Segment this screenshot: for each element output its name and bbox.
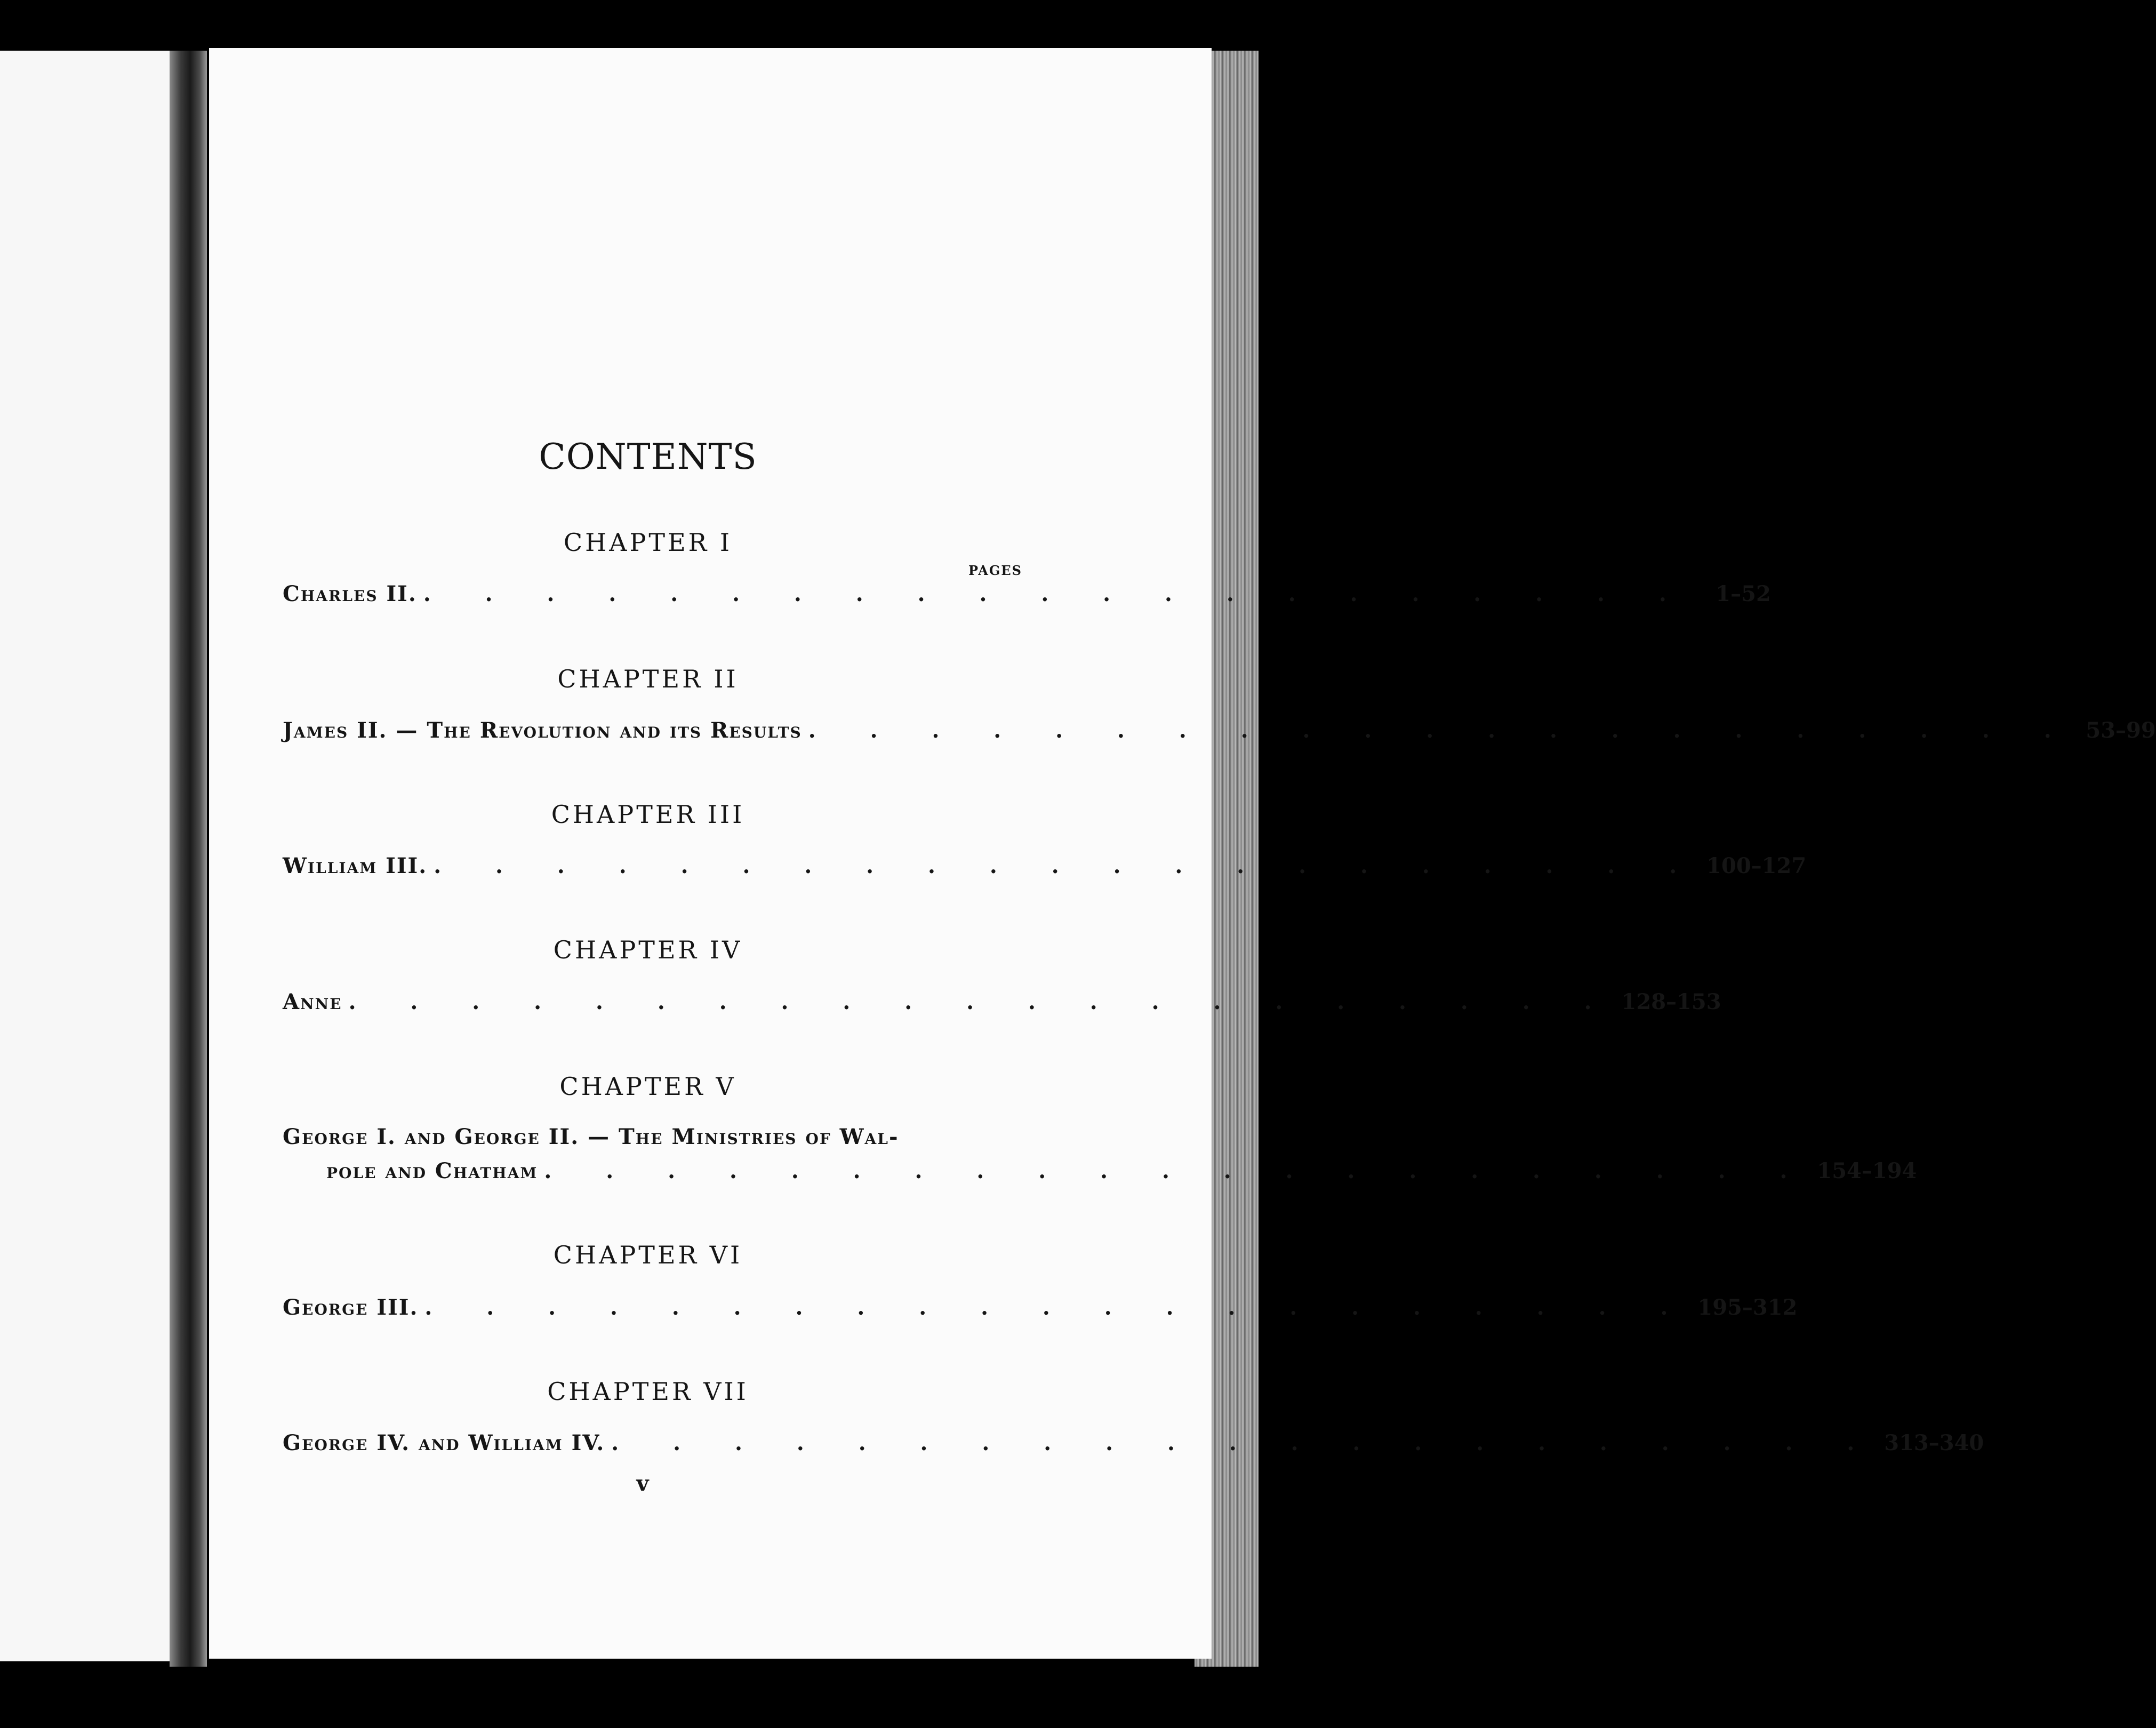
chapter-heading: CHAPTER III xyxy=(551,800,745,829)
toc-entry-title-line[interactable]: George I. and George II. — The Ministries of Wal- xyxy=(283,1124,899,1149)
page-number: v xyxy=(636,1471,649,1496)
left-page xyxy=(0,51,180,1661)
toc-entry-title: Anne xyxy=(283,989,342,1014)
dot-leader: . . . . . . . . . . . . . . . . . . . . . xyxy=(434,853,1701,878)
toc-entry[interactable] xyxy=(283,1295,1798,1320)
toc-entry-title: George III. xyxy=(283,1295,419,1320)
chapter-heading: CHAPTER I xyxy=(563,528,733,557)
dot-leader: . . . . . . . . . . . . . . . . . . . . . xyxy=(424,1295,1692,1320)
dot-leader: . . . . . . . . . . . . . . . . . . . . . xyxy=(611,1430,1878,1455)
toc-entry-title: George IV. and William IV. xyxy=(283,1430,605,1455)
toc-entry-pages: 1–52 xyxy=(1716,581,1771,606)
toc-entry-pages: 100–127 xyxy=(1706,853,1807,878)
chapter-heading: CHAPTER IV xyxy=(553,935,743,964)
dot-leader: . . . . . . . . . . . . . . . . . . . . . xyxy=(423,581,1690,606)
toc-entry-pages: 154–194 xyxy=(1817,1158,1917,1183)
toc-entry-pages: 128–153 xyxy=(1621,989,1721,1014)
toc-entry[interactable] xyxy=(283,718,2156,743)
toc-entry[interactable] xyxy=(326,1158,1917,1183)
chapter-heading: CHAPTER II xyxy=(557,665,739,693)
dot-leader: . . . . . . . . . . . . . . . . . . . . . xyxy=(808,718,2075,743)
pages-column-label: PAGES xyxy=(968,563,1022,578)
chapter-heading: CHAPTER VI xyxy=(553,1241,743,1269)
toc-entry[interactable] xyxy=(283,581,1771,606)
toc-entry-pages: 195–312 xyxy=(1697,1295,1798,1320)
toc-entry-title: James II. — The Revolution and its Results xyxy=(283,718,802,743)
toc-entry-title: pole and Chatham xyxy=(326,1158,538,1183)
toc-entry[interactable] xyxy=(283,1430,1984,1455)
book-gutter xyxy=(170,51,207,1667)
toc-entry-title: William III. xyxy=(283,853,428,878)
dot-leader: . . . . . . . . . . . . . . . . . . . . . xyxy=(348,989,1615,1014)
toc-entry[interactable] xyxy=(283,853,1807,878)
toc-entry-pages: 313–340 xyxy=(1884,1430,1984,1455)
dot-leader: . . . . . . . . . . . . . . . . . . . . . xyxy=(544,1158,1811,1183)
chapter-heading: CHAPTER VII xyxy=(547,1377,749,1406)
contents-title: CONTENTS xyxy=(539,436,757,477)
toc-entry[interactable] xyxy=(283,989,1721,1014)
toc-entry-title: Charles II. xyxy=(283,581,417,606)
chapter-heading: CHAPTER V xyxy=(559,1072,736,1101)
toc-entry-pages: 53–99 xyxy=(2086,718,2156,743)
